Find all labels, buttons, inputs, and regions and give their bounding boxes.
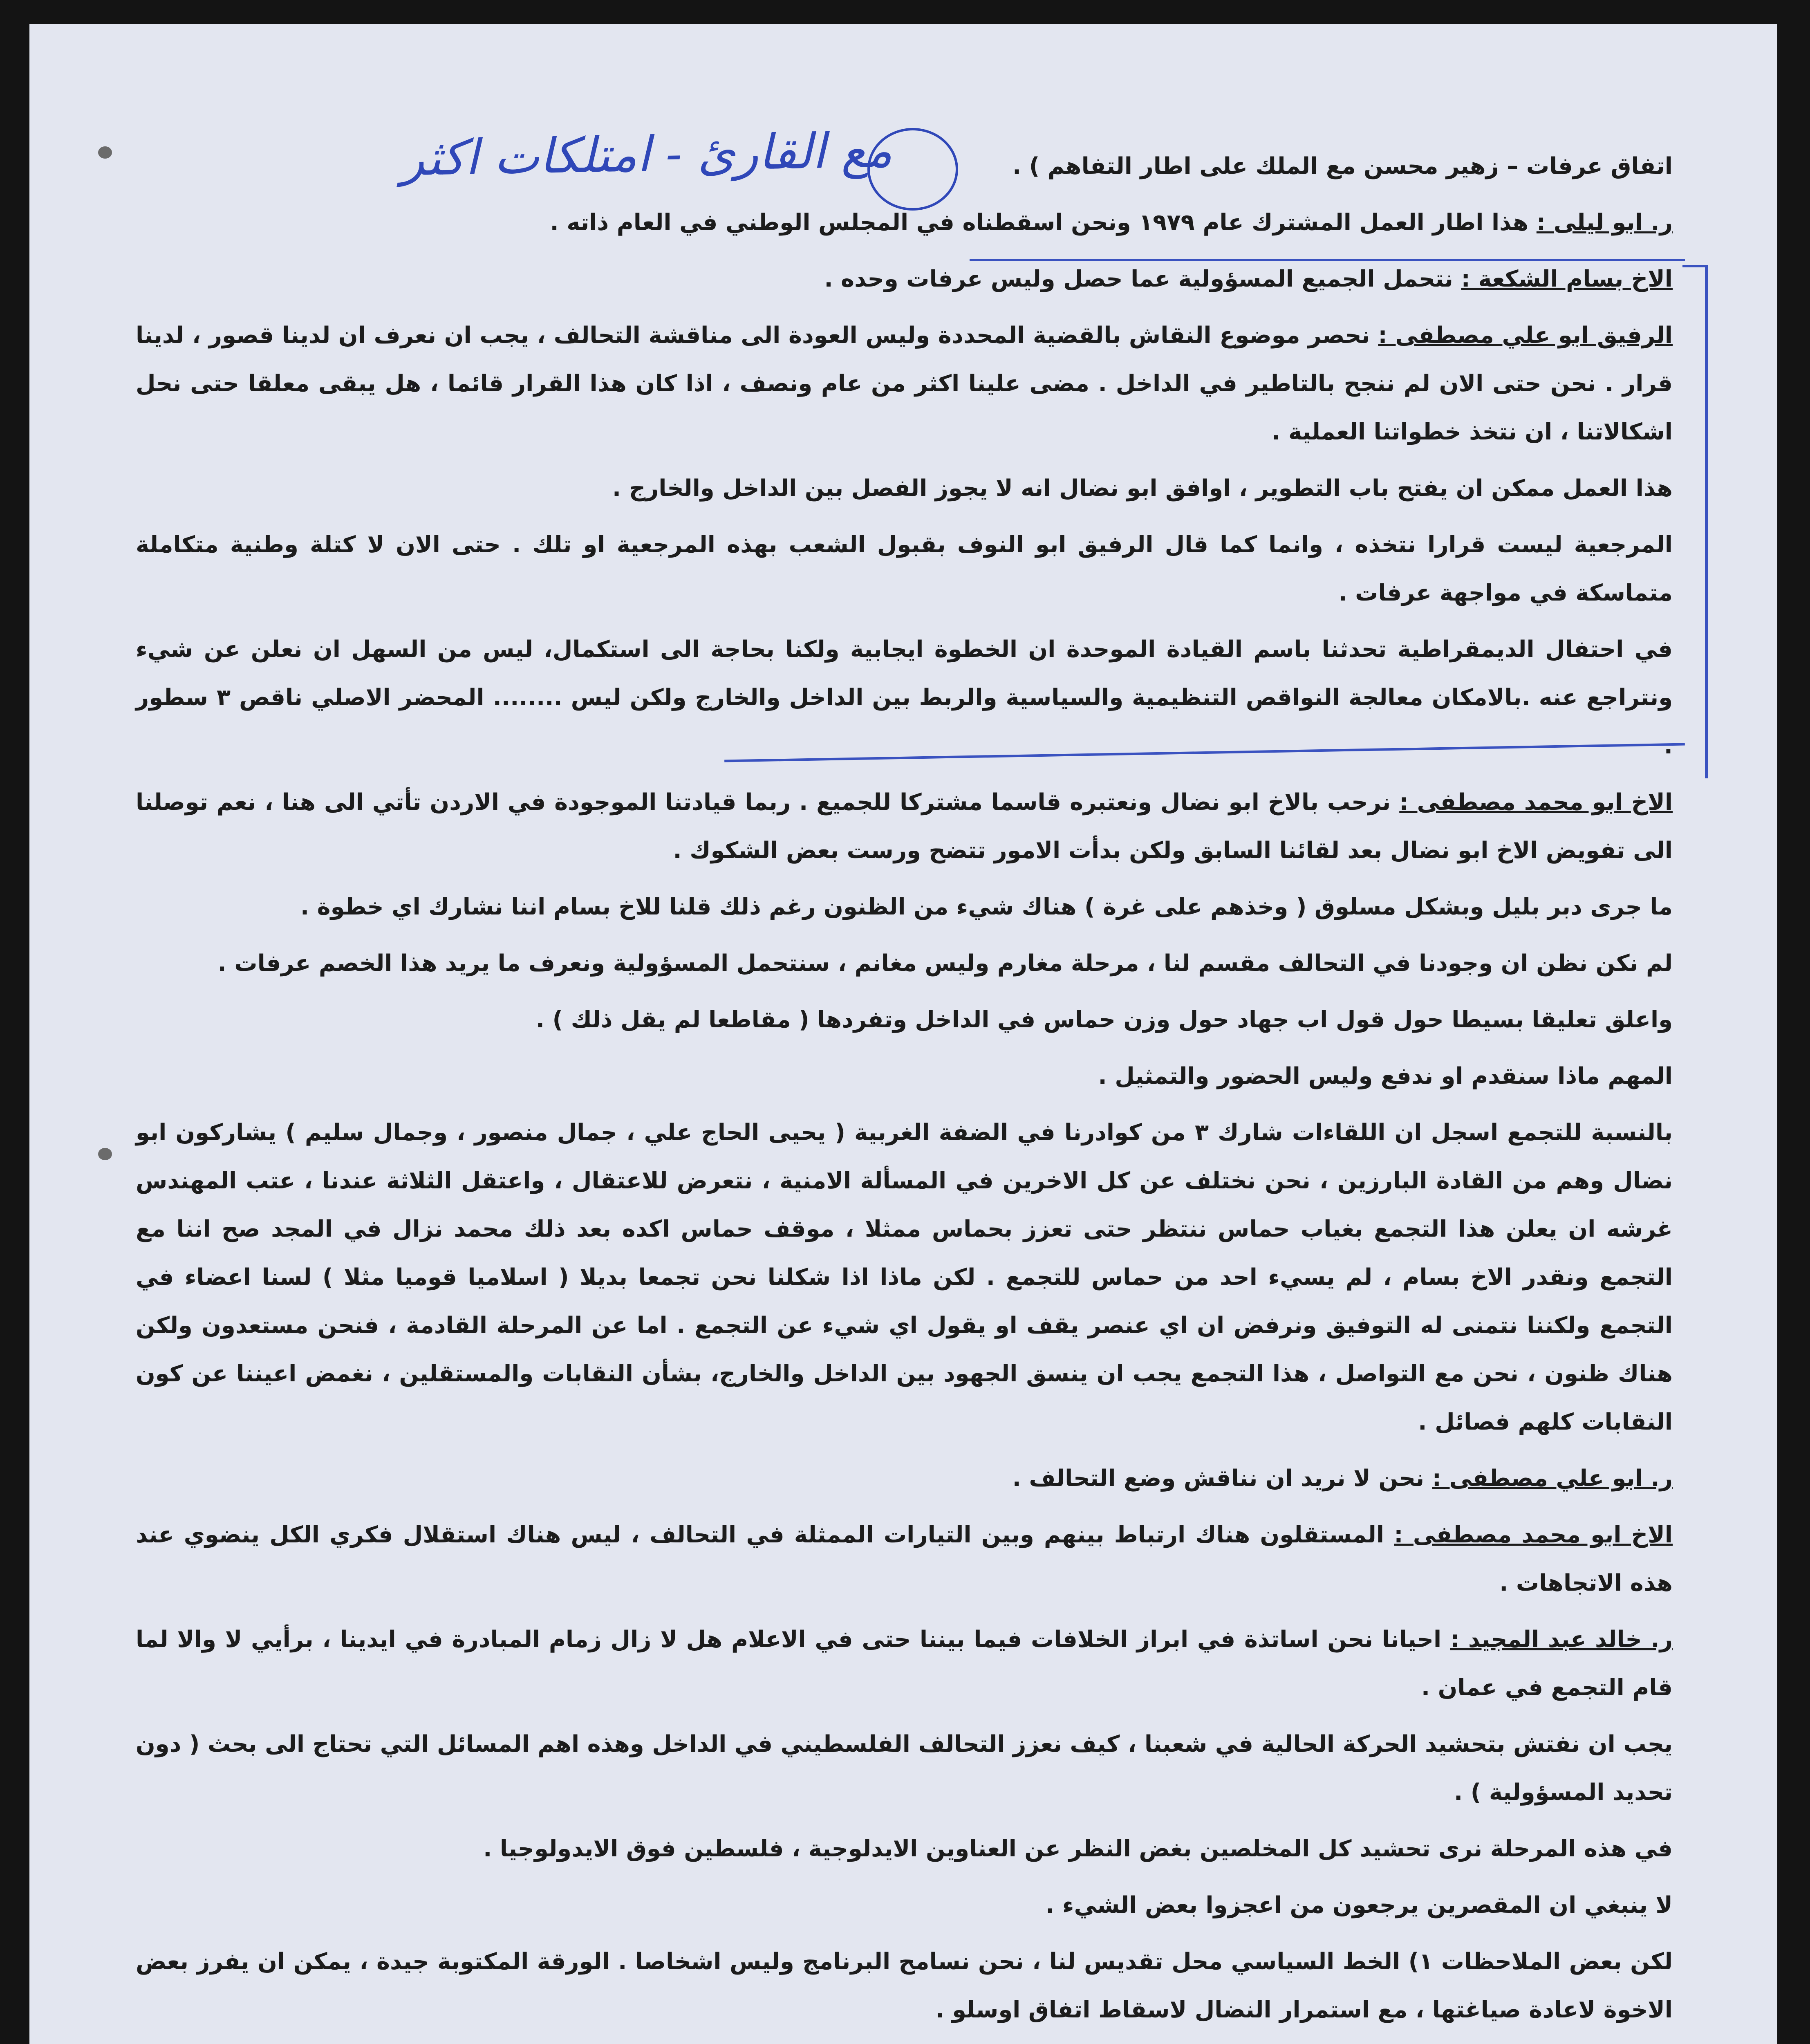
paragraph <box>136 2042 1673 2044</box>
punch-hole <box>98 146 112 159</box>
paragraph <box>136 778 1673 875</box>
paragraph-text: المستقلون هناك ارتباط بينهم وبين التيارات الممثلة في التحالف ، ليس هناك استقلال فكري الكل ينضوي عند هذه الاتجاهات . <box>136 1522 1673 1596</box>
speaker-label: الاخ ابو محمد مصطفى : <box>1399 789 1673 816</box>
paragraph-text: هذا اطار العمل المشترك عام ١٩٧٩ ونحن اسقطناه في المجلس الوطني في العام ذاته . <box>550 209 1529 236</box>
punch-hole <box>98 1148 112 1160</box>
paragraph <box>136 883 1673 931</box>
paragraph-text: المهم ماذا سنقدم او ندفع وليس الحضور والتمثيل . <box>1098 1063 1673 1089</box>
paragraph <box>136 939 1673 988</box>
paragraph <box>136 1881 1673 1930</box>
paragraph <box>136 1511 1673 1607</box>
paragraph-text: واعلق تعليقا بسيطا حول قول اب جهاد حول وزن حماس في الداخل وتفردها ( مقاطعا لم يقل ذلك ) . <box>535 1006 1673 1033</box>
paragraph-text: لا ينبغي ان المقصرين يرجعون من اعجزوا بعض الشيء . <box>1046 1892 1673 1918</box>
paragraph-text: لم نكن نظن ان وجودنا في التحالف مقسم لنا ، مرحلة مغارم وليس مغانم ، سنتحمل المسؤولية ونعرف ما يريد هذا الخصم عرفات . <box>217 950 1673 977</box>
paragraph <box>136 521 1673 617</box>
paragraph-text: نتحمل الجميع المسؤولية عما حصل وليس عرفات وحده . <box>824 266 1453 292</box>
paragraph <box>136 255 1673 303</box>
paragraph-text: نحصر موضوع النقاش بالقضية المحددة وليس العودة الى مناقشة التحالف ، يجب ان نعرف ان لدينا قصور ، لدينا قرار . نحن حتى الان لم ننجح بالتاطير في الداخل . مضى علينا اكثر من عام ونصف ، اذا كان هذا القرار قائما ، هل يبقى معلقا حتى نحل اشكالاتنا ، ان نتخذ خطواتنا العملية . <box>136 322 1673 445</box>
paragraph <box>136 1938 1673 2034</box>
paragraph-text: في هذه المرحلة نرى تحشيد كل المخلصين بغض النظر عن العناوين الايدلوجية ، فلسطين فوق الايدولوجيا . <box>483 1836 1673 1862</box>
speaker-label: ر. خالد عبد المجيد : <box>1450 1626 1673 1653</box>
document-page <box>29 24 1777 2044</box>
paragraph-text: المرجعية ليست قرارا نتخذه ، وانما كما قال الرفيق ابو النوف بقبول الشعب بهذه المرجعية او تلك . حتى الان لا كتلة وطنية متكاملة متماسكة في مواجهة عرفات . <box>136 531 1673 606</box>
paragraph <box>136 142 1673 191</box>
speaker-label: الاخ ابو محمد مصطفى : <box>1394 1522 1673 1548</box>
paragraph <box>136 1825 1673 1873</box>
paragraph <box>136 1052 1673 1100</box>
speaker-label: ر. ابو علي مصطفى : <box>1432 1465 1673 1492</box>
paragraph <box>136 625 1673 770</box>
paragraph-text: بالنسبة للتجمع اسجل ان اللقاءات شارك ٣ من كوادرنا في الضفة الغربية ( يحيى الحاج علي ، جمال منصور ، وجمال سليم ) يشاركون ابو نضال وهم من القادة البارزين ، نحن نختلف عن كل الاخرين في المسألة الامنية ، نتعرض للاعتقال ، واعتقل الثلاثة عندنا ، عتب المهندس غرشه ان يعلن هذا التجمع بغياب حماس ننتظر حتى تعزز بحماس ممثلا ، موقف حماس اكده بعد ذلك محمد نزال في المجد صح اننا مع التجمع ونقدر الاخ بسام ، لم يسيء احد من حماس للتجمع . لكن ماذا اذا شكلنا نحن تجمعا بديلا ( اسلاميا قوميا مثلا ) لسنا اعضاء في التجمع ولكننا نتمنى له التوفيق ونرفض ان اي عنصر يقف او يقول اي شيء عن التجمع . اما عن المرحلة القادمة ، فنحن مستعدون ولكن هناك ظنون ، نحن مع التواصل ، هذا التجمع يجب ان ينسق الجهود بين الداخل والخارج، بشأن النقابات والمستقلين ، نغمض اعيننا عن كون النقابات كلهم فصائل . <box>136 1119 1673 1435</box>
paragraph-text: يجب ان نفتش بتحشيد الحركة الحالية في شعبنا ، كيف نعزز التحالف الفلسطيني في الداخل وهذه اهم المسائل التي تحتاج الى بحث ( دون تحديد المسؤولية ) . <box>136 1731 1673 1806</box>
speaker-label: الاخ بسام الشكعة : <box>1461 266 1673 292</box>
paragraph-text: ما جرى دبر بليل وبشكل مسلوق ( وخذهم على غرة ) هناك شيء من الظنون رغم ذلك قلنا للاخ بسام اننا نشارك اي خطوة . <box>300 894 1673 920</box>
paragraph <box>136 996 1673 1044</box>
paragraph <box>136 1720 1673 1817</box>
paragraph <box>136 1109 1673 1446</box>
paragraph-text: نرحب بالاخ ابو نضال ونعتبره قاسما مشتركا للجميع . ربما قيادتنا الموجودة في الاردن تأتي الى هنا ، نعم توصلنا الى تفويض الاخ ابو نضال بعد لقائنا السابق ولكن بدأت الامور تتضح ورست بعض الشكوك . <box>136 789 1673 864</box>
paragraph <box>136 199 1673 247</box>
paragraph <box>136 1455 1673 1503</box>
speaker-label: الرفيق ابو علي مصطفى : <box>1378 322 1673 349</box>
paragraph-text: هذا العمل ممكن ان يفتح باب التطوير ، اوافق ابو نضال انه لا يجوز الفصل بين الداخل والخارج . <box>612 475 1673 502</box>
paragraph-text: اتفاق عرفات – زهير محسن مع الملك على اطار التفاهم ) . <box>1012 153 1673 179</box>
margin-bracket <box>1682 265 1708 778</box>
paragraph-text: نحن لا نريد ان نناقش وضع التحالف . <box>1012 1465 1425 1492</box>
speaker-label: ر. ابو ليلى : <box>1536 209 1673 236</box>
handwritten-annotation: مع القارئ - امتلكات اكثر <box>400 121 893 187</box>
paragraph <box>136 312 1673 456</box>
paragraph-text: في احتفال الديمقراطية تحدثنا باسم القيادة الموحدة ان الخطوة ايجابية ولكنا بحاجة الى استكمال، ليس من السهل ان نعلن عن شيء ونتراجع عنه .بالامكان معالجة النواقص التنظيمية والسياسية والربط بين الداخل والخارج ولكن ليس ........ المحضر الاصلي ناقص ٣ سطور . <box>136 636 1673 759</box>
paragraph-text: لكن بعض الملاحظات ١) الخط السياسي محل تقديس لنا ، نحن نسامح البرنامج وليس اشخاصا . الورقة المكتوبة جيدة ، يمكن ان يفرز بعض الاخوة لاعادة صياغتها ، مع استمرار النضال لاسقاط اتفاق اوسلو . <box>136 1948 1673 2023</box>
paragraph <box>136 464 1673 513</box>
paragraph <box>136 1616 1673 1712</box>
paragraph-text: احيانا نحن اساتذة في ابراز الخلافات فيما بيننا حتى في الاعلام هل لا زال زمام المبادرة في ايدينا ، برأيي لا والا لما قام التجمع في عمان . <box>136 1626 1673 1701</box>
document-body <box>136 142 1673 2044</box>
